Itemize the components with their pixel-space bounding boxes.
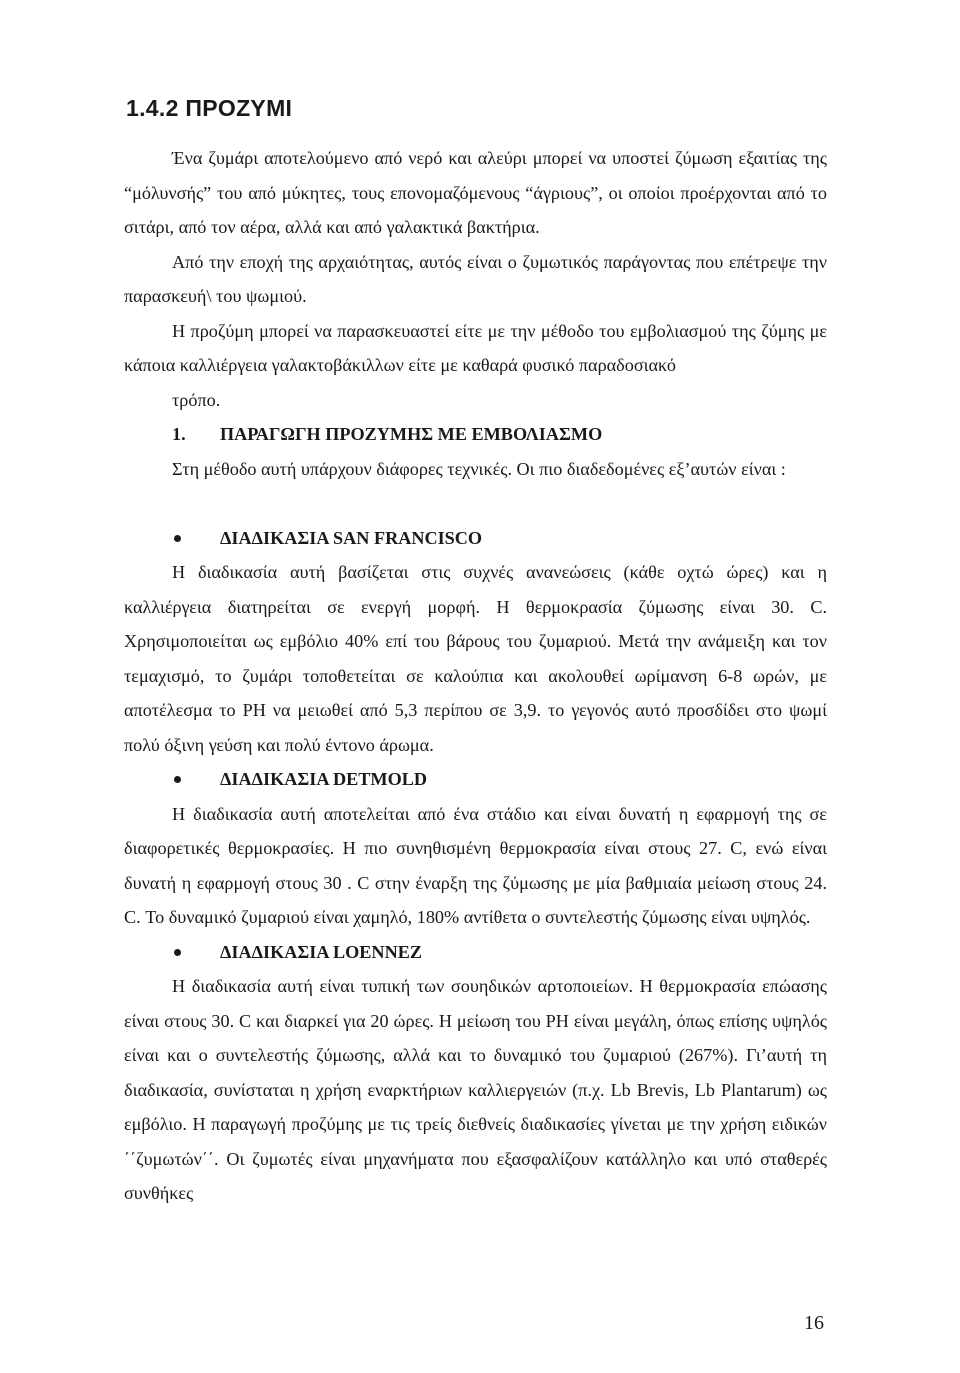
bullet-icon	[174, 535, 181, 542]
paragraph-preparation: Η προζύμη μπορεί να παρασκευαστεί είτε με την μέθοδο του εμβολιασμού της ζύμης με κάποια καλλιέργεια γαλακτοβάκιλλων είτε με καθαρά φυσικό παραδοσιακό	[124, 320, 827, 375]
paragraph-intro: Ένα ζυμάρι αποτελούμενο από νερό και αλεύρι μπορεί να υποστεί ζύμωση εξαιτίας της “μόλυνσής” του από μύκητες, τους επονομαζόμενους “άγριους”, οι οποίοι προέρχονται από το σιτάρι, από τον αέρα, αλλά και από γαλακτικά βακτήρια.	[124, 148, 827, 237]
method-text: Η διαδικασία αυτή βασίζεται στις συχνές ανανεώσεις (κάθε οχτώ ώρες) και η καλλιέργεια διατηρείται σε ενεργή μορφή. Η θερμοκρασία ζύμωσης είναι 30. C. Χρησιμοποιείται ως εμβόλιο 40% επί του βάρους του ζυμαριού. Μετά την ανάμειξη και τον τεμαχισμό, το ζυμάρι τοποθετείται σε καλούπια και ακολουθεί ωρίμανση 6-8 ωρών, με αποτέλεσμα το PH να μειωθεί από 5,3 περίπου σε 3,9. το γεγονός αυτό προσδίδει στο ψωμί πολύ όξινη γεύση και πολύ έντονο άρωμα.	[124, 562, 827, 755]
subsection-number: 1.	[172, 424, 186, 444]
method-text: Η διαδικασία αυτή αποτελείται από ένα στάδιο και είναι δυνατή η εφαρμογή της σε διαφορετικές θερμοκρασίες. Η πιο συνηθισμένη θερμοκρασία είναι στους 27. C, ενώ είναι δυνατή η εφαρμογή στους 30 . C στην έναρξη της ζύμωσης με μία βαθμιαία μείωση στους 24. C. Το δυναμικό ζυμαριού είναι χαμηλό, 180% αντίθετα ο συντελεστής ζύμωσης είναι υψηλός.	[124, 803, 827, 927]
paragraph-history: Από την εποχή της αρχαιότητας, αυτός είναι ο ζυμωτικός παράγοντας που επέτρεψε την παρασκευή\ του ψωμιού.	[124, 251, 827, 306]
subsection-intro: Στη μέθοδο αυτή υπάρχουν διάφορες τεχνικές. Οι πιο διαδεδομένες εξ’αυτών είναι :	[172, 458, 786, 479]
section-heading: 1.4.2 ΠΡΟΖΥΜΙ	[126, 95, 293, 121]
method-title: ΔΙΑΔΙΚΑΣΙΑ DETMOLD	[220, 769, 427, 789]
method-heading	[124, 762, 827, 797]
method-heading	[124, 521, 827, 556]
spacer	[124, 486, 827, 521]
method-title: ΔΙΑΔΙΚΑΣΙΑ SAN FRANCISCO	[220, 527, 483, 548]
subsection-title: ΠΑΡΑΓΩΓΗ ΠΡΟΖΥΜΗΣ ΜΕ ΕΜΒΟΛΙΑΣΜΟ	[220, 424, 603, 444]
document-body	[124, 141, 827, 1211]
page-number: 16	[804, 1312, 824, 1334]
bullet-icon	[174, 776, 181, 783]
method-heading	[124, 935, 827, 970]
method-title: ΔΙΑΔΙΚΑΣΙΑ LOENNEZ	[220, 941, 422, 962]
subsection-heading	[124, 417, 827, 452]
paragraph-preparation-tail: τρόπο.	[172, 389, 221, 410]
method-text: Η διαδικασία αυτή είναι τυπική των σουηδικών αρτοποιείων. Η θερμοκρασία επώασης είναι στους 30. C και διαρκεί για 20 ώρες. Η μείωση του PH είναι μεγάλη, όπως επίσης υψηλός είναι και ο συντελεστής ζύμωσης, αλλά και το δυναμικό του ζυμαριού (267%). Γι’αυτή τη διαδικασία, συνίσταται η χρήση εναρκτήριων καλλιεργειών (π.χ. Lb Brevis, Lb Plantarum) ως εμβόλιο. Η παραγωγή προζύμης με τις τρείς διεθνείς διαδικασίες γίνεται με την χρήση ειδικών ΄΄ζυμωτών΄΄. Οι ζυμωτές είναι μηχανήματα που εξασφαλίζουν κατάλληλο και υπό σταθερές συνθήκες	[124, 976, 827, 1203]
bullet-icon	[174, 949, 181, 956]
